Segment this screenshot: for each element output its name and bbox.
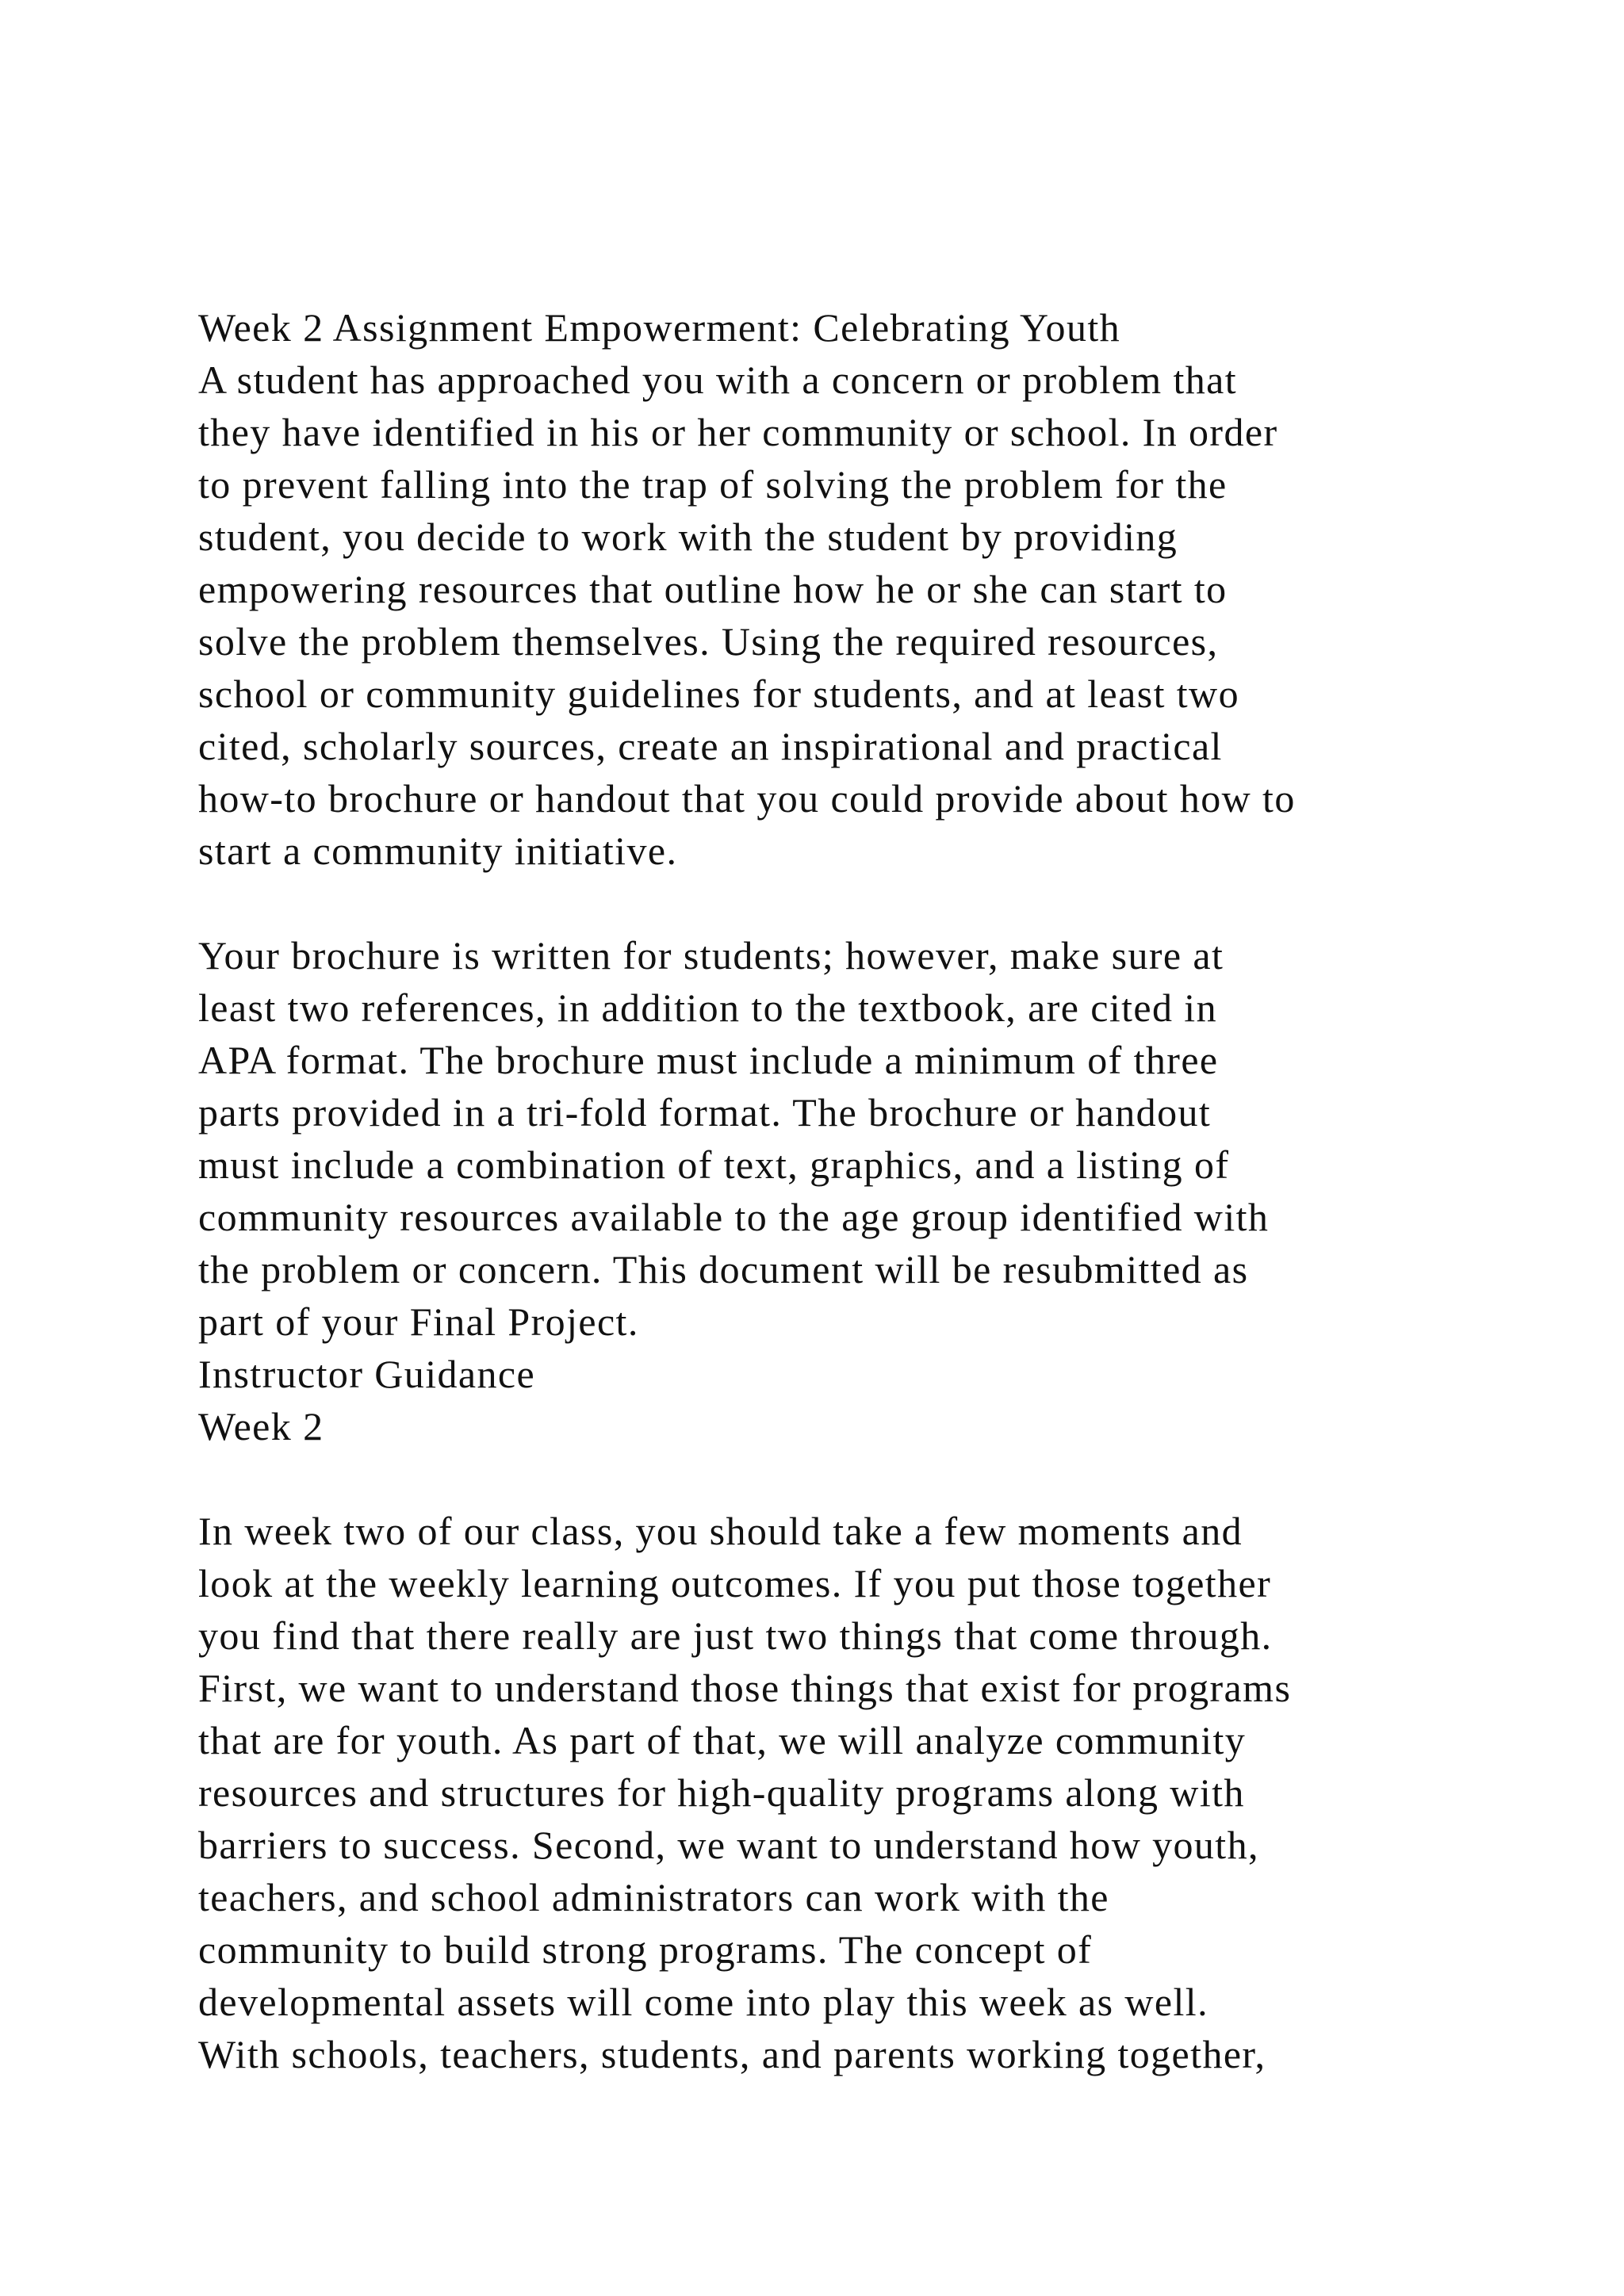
text-line: student, you decide to work with the student by providing	[198, 515, 1178, 559]
text-line: they have identified in his or her community or school. In order	[198, 410, 1278, 454]
guidance-heading: Instructor Guidance	[198, 1352, 536, 1396]
text-line: Your brochure is written for students; however, make sure at	[198, 933, 1224, 978]
text-line: barriers to success. Second, we want to understand how youth,	[198, 1823, 1259, 1867]
text-line: least two references, in addition to the textbook, are cited in	[198, 985, 1218, 1030]
text-line: In week two of our class, you should take a few moments and	[198, 1509, 1243, 1553]
text-line: part of your Final Project.	[198, 1299, 639, 1344]
text-line: resources and structures for high-quality programs along with	[198, 1770, 1245, 1815]
text-line: parts provided in a tri-fold format. The brochure or handout	[198, 1090, 1212, 1135]
text-line: community to build strong programs. The concept of	[198, 1927, 1093, 1972]
text-line: With schools, teachers, students, and parents working together,	[198, 2032, 1266, 2076]
text-line: APA format. The brochure must include a minimum of three	[198, 1038, 1219, 1082]
paragraph-spacer	[198, 877, 1515, 929]
paragraph-spacer	[198, 1452, 1515, 1505]
document-body	[198, 301, 1515, 2080]
text-line: must include a combination of text, graphics, and a listing of	[198, 1142, 1230, 1187]
text-line: empowering resources that outline how he or she can start to	[198, 567, 1228, 611]
document-title: Week 2 Assignment Empowerment: Celebrating Youth	[198, 305, 1121, 350]
text-line: community resources available to the age group identified with	[198, 1195, 1270, 1239]
text-line: how-to brochure or handout that you could provide about how to	[198, 776, 1296, 821]
guidance-week: Week 2	[198, 1404, 324, 1448]
text-line: First, we want to understand those things that exist for programs	[198, 1666, 1292, 1710]
text-line: the problem or concern. This document will be resubmitted as	[198, 1247, 1249, 1292]
text-line: start a community initiative.	[198, 828, 678, 873]
text-line: to prevent falling into the trap of solving the problem for the	[198, 462, 1228, 507]
text-line: A student has approached you with a concern or problem that	[198, 358, 1238, 402]
brochure-requirements-paragraph	[198, 929, 1515, 1348]
guidance-paragraph	[198, 1505, 1515, 2080]
text-line: teachers, and school administrators can work with the	[198, 1875, 1109, 1919]
text-line: school or community guidelines for students, and at least two	[198, 672, 1239, 716]
text-line: developmental assets will come into play this week as well.	[198, 1980, 1208, 2024]
text-line: look at the weekly learning outcomes. If you put those together	[198, 1561, 1272, 1605]
text-line: you find that there really are just two things that come through.	[198, 1613, 1273, 1658]
text-line: cited, scholarly sources, create an inspirational and practical	[198, 724, 1223, 768]
assignment-paragraph	[198, 354, 1515, 877]
text-line: solve the problem themselves. Using the required resources,	[198, 619, 1219, 664]
text-line: that are for youth. As part of that, we will analyze community	[198, 1718, 1247, 1762]
